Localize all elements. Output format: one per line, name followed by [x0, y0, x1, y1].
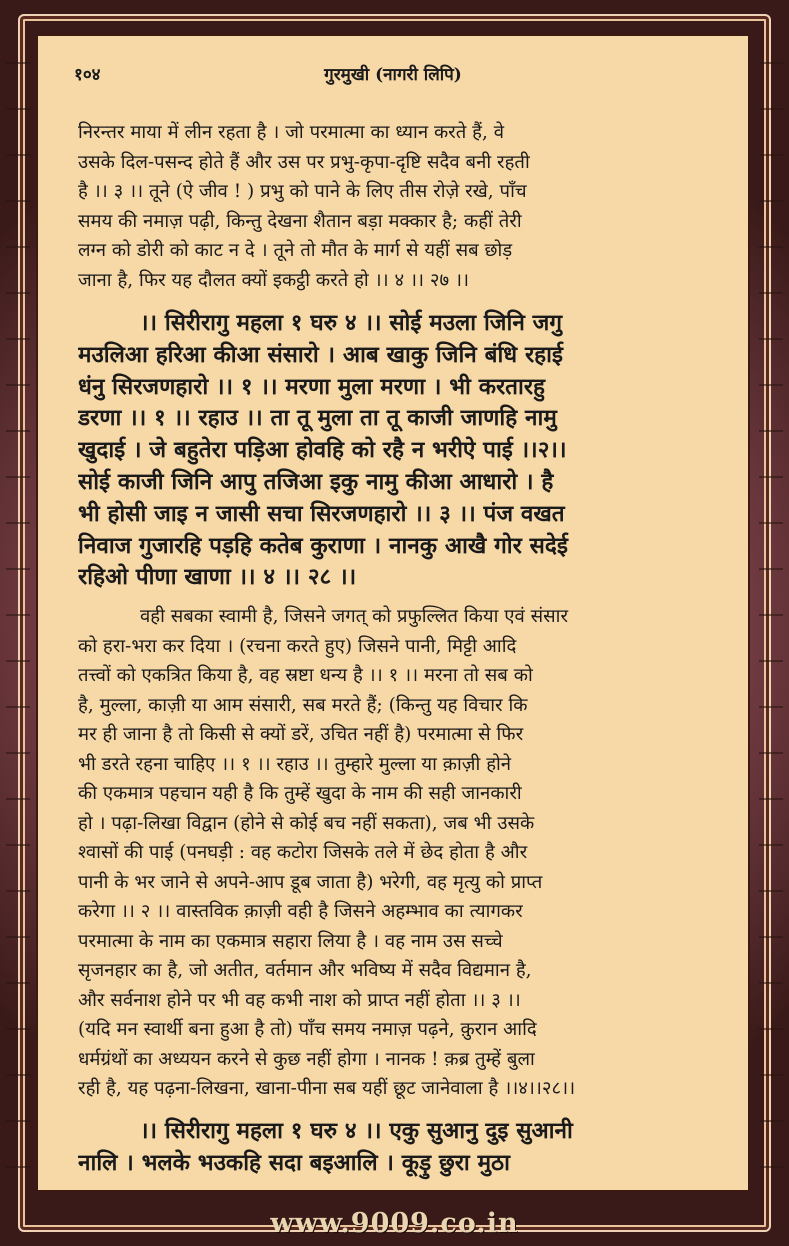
- text-line: तत्त्वों को एकत्रित किया है, वह स्रष्टा धन्य है ।। १ ।। मरना तो सब को: [78, 665, 533, 686]
- text-line: की एकमात्र पहचान यही है कि तुम्हें खुदा के नाम की सही जानकारी: [78, 783, 522, 804]
- verse-line: निवाज गुजारहि पड़हि कतेब कुराणा । नानकु आखै गोर सदेई: [78, 532, 568, 559]
- verse-line: ।। सिरीरागु महला १ घरु ४ ।। एकु सुआनु दुइ सुआनी: [140, 1118, 573, 1144]
- scroll-ornament-right: [759, 40, 783, 1206]
- commentary-paragraph-1: [78, 118, 723, 295]
- verse-line: नालि । भलके भउकहि सदा बइआलि । कूड़ु छुरा मुठा: [78, 1149, 510, 1176]
- text-line: पानी के भर जाने से अपने-आप डूब जाता है) भरेगी, वह मृत्यु को प्राप्त: [78, 871, 543, 893]
- verse-line: सोई काजी जिनि आपु तजिआ इकु नामु कीआ आधारो । है: [78, 468, 554, 495]
- text-line: निरन्तर माया में लीन रहता है । जो परमात्मा का ध्यान करते हैं, वे: [78, 122, 505, 143]
- text-line: है, मुल्ला, काज़ी या आम संसारी, सब मरते हैं; (किन्तु यह विचार कि: [78, 694, 528, 716]
- verse-line: खुदाई । जे बहुतेरा पड़िआ होवहि को रहै न भरीऐ पाई ।।२।।: [78, 437, 567, 464]
- text-line: हो । पढ़ा-लिखा विद्वान (होने से कोई बच नहीं सकता), जब भी उसके: [78, 812, 535, 834]
- text-line: उसके दिल-पसन्द होते हैं और उस पर प्रभु-कृपा-दृष्टि सदैव बनी रहती: [78, 151, 530, 173]
- text-line: जाना है, फिर यह दौलत क्यों इकट्ठी करते हो ।। ४ ।। २७ ।।: [78, 269, 470, 291]
- text-line: करेगा ।। २ ।। वास्तविक क़ाज़ी वही है जिसने अहम्भाव का त्यागकर: [78, 901, 523, 922]
- page-header: [38, 62, 748, 86]
- verse-line: ।। सिरीरागु महला १ घरु ४ ।। सोई मउला जिनि जगु: [140, 310, 562, 336]
- verse-block-2: [78, 1116, 723, 1180]
- text-line: समय की नमाज़ पढ़ी, किन्तु देखना शैतान बड़ा मक्कार है; कहीं तेरी: [78, 210, 522, 232]
- website-url: www.9009.co.in: [270, 1208, 519, 1239]
- commentary-paragraph-2: [78, 602, 723, 1104]
- verse-line: डरणा ।। १ ।। रहाउ ।। ता तू मुला ता तू काजी जाणहि नामु: [78, 405, 557, 432]
- text-line: रही है, यह पढ़ना-लिखना, खाना-पीना सब यहीं छूट जानेवाला है ।।४।।२८।।: [78, 1078, 576, 1099]
- running-title: गुरमुखी (नागरी लिपि): [324, 65, 462, 85]
- verse-line: रहिओ पीणा खाणा ।। ४ ।। २८ ।।: [78, 564, 357, 591]
- text-line: वही सबका स्वामी है, जिसने जगत् को प्रफुल्लित किया एवं संसार: [140, 606, 569, 627]
- verse-line: मउलिआ हरिआ कीआ संसारो । आब खाकु जिनि बंधि रहाई: [78, 341, 563, 368]
- verse-line: धंनु सिरजणहारो ।। १ ।। मरणा मुला मरणा । भी करतारहु: [78, 373, 545, 400]
- text-line: धर्मग्रंथों का अध्ययन करने से कुछ नहीं होगा । नानक ! क़ब्र तुम्हें बुला: [78, 1048, 535, 1070]
- text-line: (यदि मन स्वार्थी बना हुआ है तो) पाँच समय नमाज़ पढ़ने, क़ुरान आदि: [78, 1019, 537, 1040]
- text-line: सृजनहार का है, जो अतीत, वर्तमान और भविष्य में सदैव विद्यमान है,: [78, 960, 532, 981]
- text-line: को हरा-भरा कर दिया । (रचना करते हुए) जिसने पानी, मिट्टी आदि: [78, 635, 517, 657]
- text-line: भी डरते रहना चाहिए ।। १ ।। रहाउ ।। तुम्हारे मुल्ला या क़ाज़ी होने: [78, 753, 512, 775]
- text-line: परमात्मा के नाम का एकमात्र सहारा लिया है । वह नाम उस सच्चे: [78, 930, 503, 952]
- verse-block-1: [78, 308, 723, 594]
- text-line: और सर्वनाश होने पर भी वह कभी नाश को प्राप्त नहीं होता ।। ३ ।।: [78, 989, 521, 1011]
- text-line: श्वासों की पाई (पनघड़ी : वह कटोरा जिसके तले में छेद होता है और: [78, 842, 528, 863]
- page-number: १०४: [74, 65, 101, 85]
- scroll-ornament-left: [6, 40, 30, 1206]
- text-line: मर ही जाना है तो किसी से क्यों डरें, उचित नहीं है) परमात्मा से फिर: [78, 724, 524, 745]
- text-line: है ।। ३ ।। तूने (ऐ जीव ! ) प्रभु को पाने के लिए तीस रोज़े रखे, पाँच: [78, 181, 527, 202]
- text-line: लग्न को डोरी को काट न दे । तूने तो मौत के मार्ग से यहीं सब छोड़: [78, 240, 513, 261]
- book-page: [36, 34, 750, 1192]
- verse-line: भी होसी जाइ न जासी सचा सिरजणहारो ।। ३ ।। पंज वखत: [78, 500, 565, 527]
